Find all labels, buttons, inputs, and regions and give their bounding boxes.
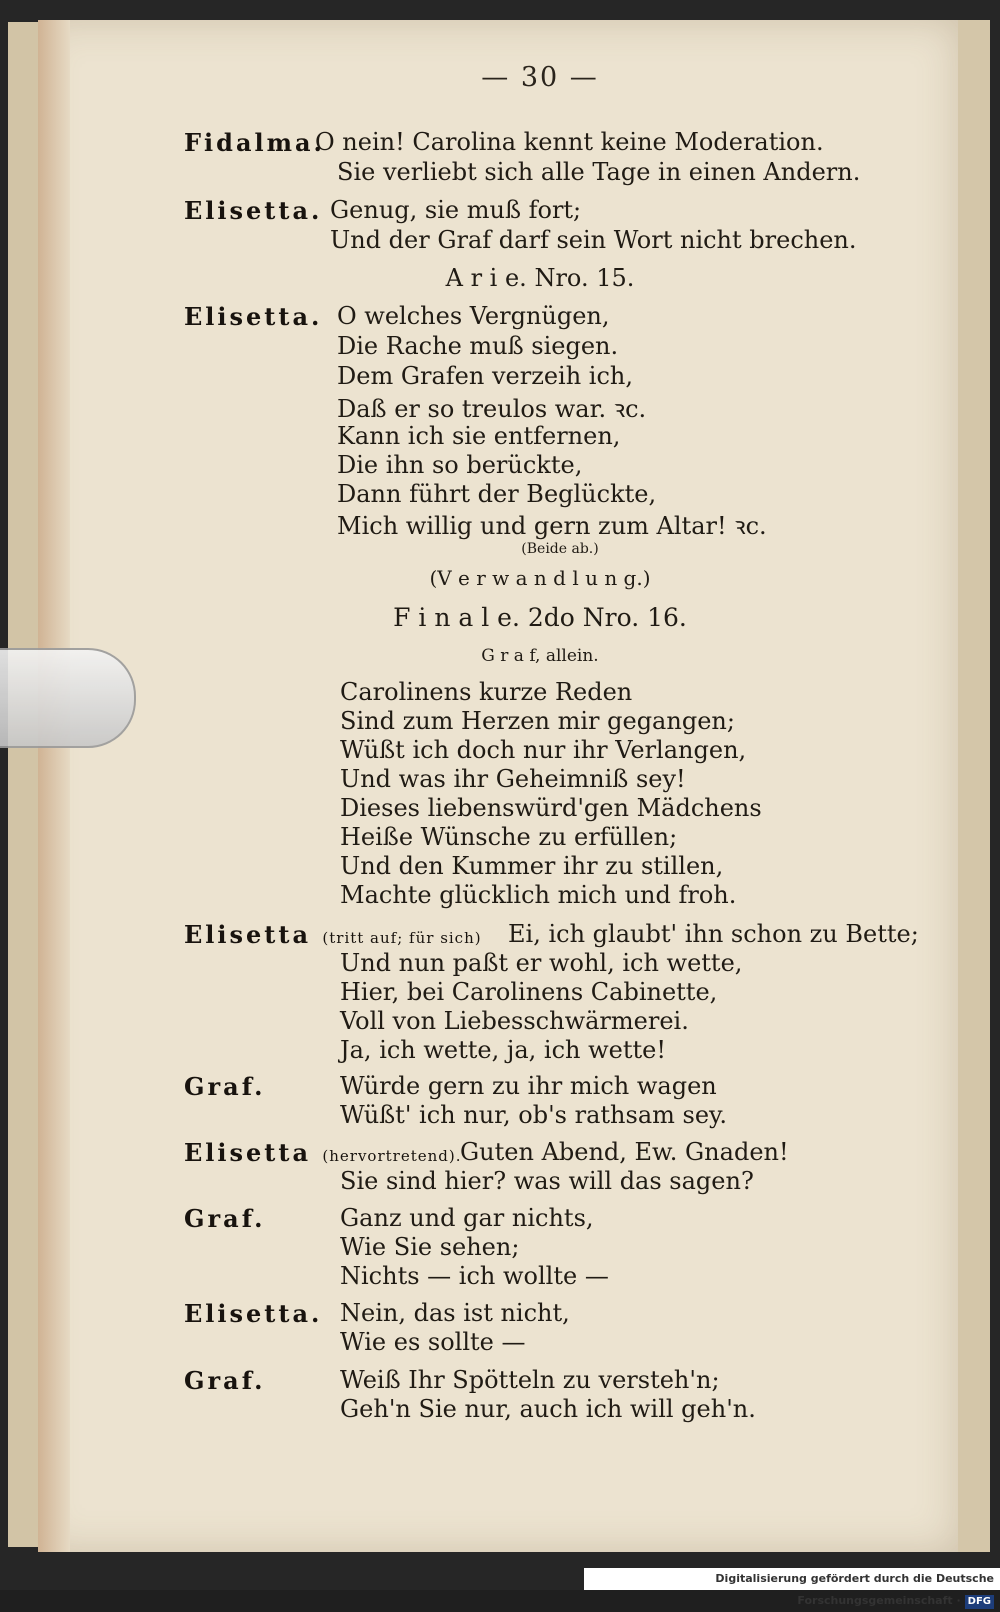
credit-text: Digitalisierung gefördert durch die Deutsche Forschungsgemeinschaft · bbox=[715, 1572, 994, 1607]
dfg-logo-icon: DFG bbox=[965, 1595, 994, 1609]
verse-line: Heiße Wünsche zu erfüllen; bbox=[340, 823, 678, 851]
stage-direction: (Beide ab.) bbox=[521, 541, 599, 557]
speaker-name: Elisetta. bbox=[184, 1299, 323, 1328]
verse-line: Dann führt der Beglückte, bbox=[337, 480, 657, 508]
verse-line: Genug, sie muß fort; bbox=[330, 196, 582, 224]
stage-direction: (tritt auf; für sich) bbox=[322, 929, 482, 947]
verse-line: Ganz und gar nichts, bbox=[340, 1204, 594, 1232]
speaker-name: Graf. bbox=[184, 1366, 266, 1395]
verse-line: O nein! Carolina kennt keine Moderation. bbox=[315, 128, 824, 156]
verse-line: Sie verliebt sich alle Tage in einen Andern. bbox=[337, 158, 861, 186]
book-edge bbox=[8, 22, 40, 1547]
verse-line: Machte glücklich mich und froh. bbox=[340, 881, 737, 909]
verse-line: Würde gern zu ihr mich wagen bbox=[340, 1072, 717, 1100]
verse-line: Wüßt' ich nur, ob's rathsam sey. bbox=[340, 1101, 728, 1129]
finale-heading: F i n a l e. 2do Nro. 16. bbox=[393, 603, 687, 632]
verse-line: Wie es sollte — bbox=[340, 1328, 526, 1356]
verse-line: Kann ich sie entfernen, bbox=[337, 422, 621, 450]
speaker-name: Elisetta bbox=[184, 1138, 312, 1167]
digitization-credit bbox=[584, 1568, 1000, 1607]
verse-line: Nein, das ist nicht, bbox=[340, 1299, 570, 1327]
verse-line: Dem Grafen verzeih ich, bbox=[337, 362, 634, 390]
verse-line: Dieses liebenswürd'gen Mädchens bbox=[340, 794, 762, 822]
speaker-name: Elisetta. bbox=[184, 302, 323, 331]
speaker-name: Fidalma. bbox=[184, 128, 325, 157]
verse-line: Daß er so treulos war. ꝛc. bbox=[337, 395, 647, 423]
stage-direction: (hervortretend). bbox=[322, 1147, 462, 1165]
verse-line: Sie sind hier? was will das sagen? bbox=[340, 1167, 754, 1195]
verse-line: O welches Vergnügen, bbox=[337, 302, 610, 330]
speaker-name: Elisetta bbox=[184, 920, 312, 949]
next-page-edge bbox=[958, 20, 990, 1552]
verse-line: Die Rache muß siegen. bbox=[337, 332, 619, 360]
verse-line: Und der Graf darf sein Wort nicht brechen. bbox=[330, 226, 857, 254]
verse-line: Hier, bei Carolinens Cabinette, bbox=[340, 978, 718, 1006]
page-gutter bbox=[38, 20, 70, 1552]
verse-line: Voll von Liebesschwärmerei. bbox=[340, 1007, 689, 1035]
verse-line: Mich willig und gern zum Altar! ꝛc. bbox=[337, 512, 767, 540]
aria-heading: A r i e. Nro. 15. bbox=[445, 264, 635, 292]
verse-line: Guten Abend, Ew. Gnaden! bbox=[460, 1138, 789, 1166]
verse-line: Und was ihr Geheimniß sey! bbox=[340, 765, 686, 793]
verse-line: Ja, ich wette, ja, ich wette! bbox=[340, 1036, 666, 1064]
speaker-name: Elisetta. bbox=[184, 196, 323, 225]
verse-line: Weiß Ihr Spötteln zu versteh'n; bbox=[340, 1366, 720, 1394]
verse-line: Ei, ich glaubt' ihn schon zu Bette; bbox=[508, 920, 919, 948]
page-number: — 30 — bbox=[481, 62, 599, 93]
verse-line: Wüßt ich doch nur ihr Verlangen, bbox=[340, 736, 747, 764]
verse-line: Sind zum Herzen mir gegangen; bbox=[340, 707, 735, 735]
verse-line: Die ihn so berückte, bbox=[337, 451, 583, 479]
speaker-name: Graf. bbox=[184, 1072, 266, 1101]
speaker-name: Graf. bbox=[184, 1204, 266, 1233]
verse-line: Und den Kummer ihr zu stillen, bbox=[340, 852, 724, 880]
stage-direction: (V e r w a n d l u n g.) bbox=[429, 566, 651, 590]
verse-line: Carolinens kurze Reden bbox=[340, 678, 633, 706]
stage-direction: G r a f, allein. bbox=[481, 646, 599, 666]
verse-line: Und nun paßt er wohl, ich wette, bbox=[340, 949, 743, 977]
verse-line: Wie Sie sehen; bbox=[340, 1233, 520, 1261]
verse-line: Nichts — ich wollte — bbox=[340, 1262, 609, 1290]
verse-line: Geh'n Sie nur, auch ich will geh'n. bbox=[340, 1395, 756, 1423]
